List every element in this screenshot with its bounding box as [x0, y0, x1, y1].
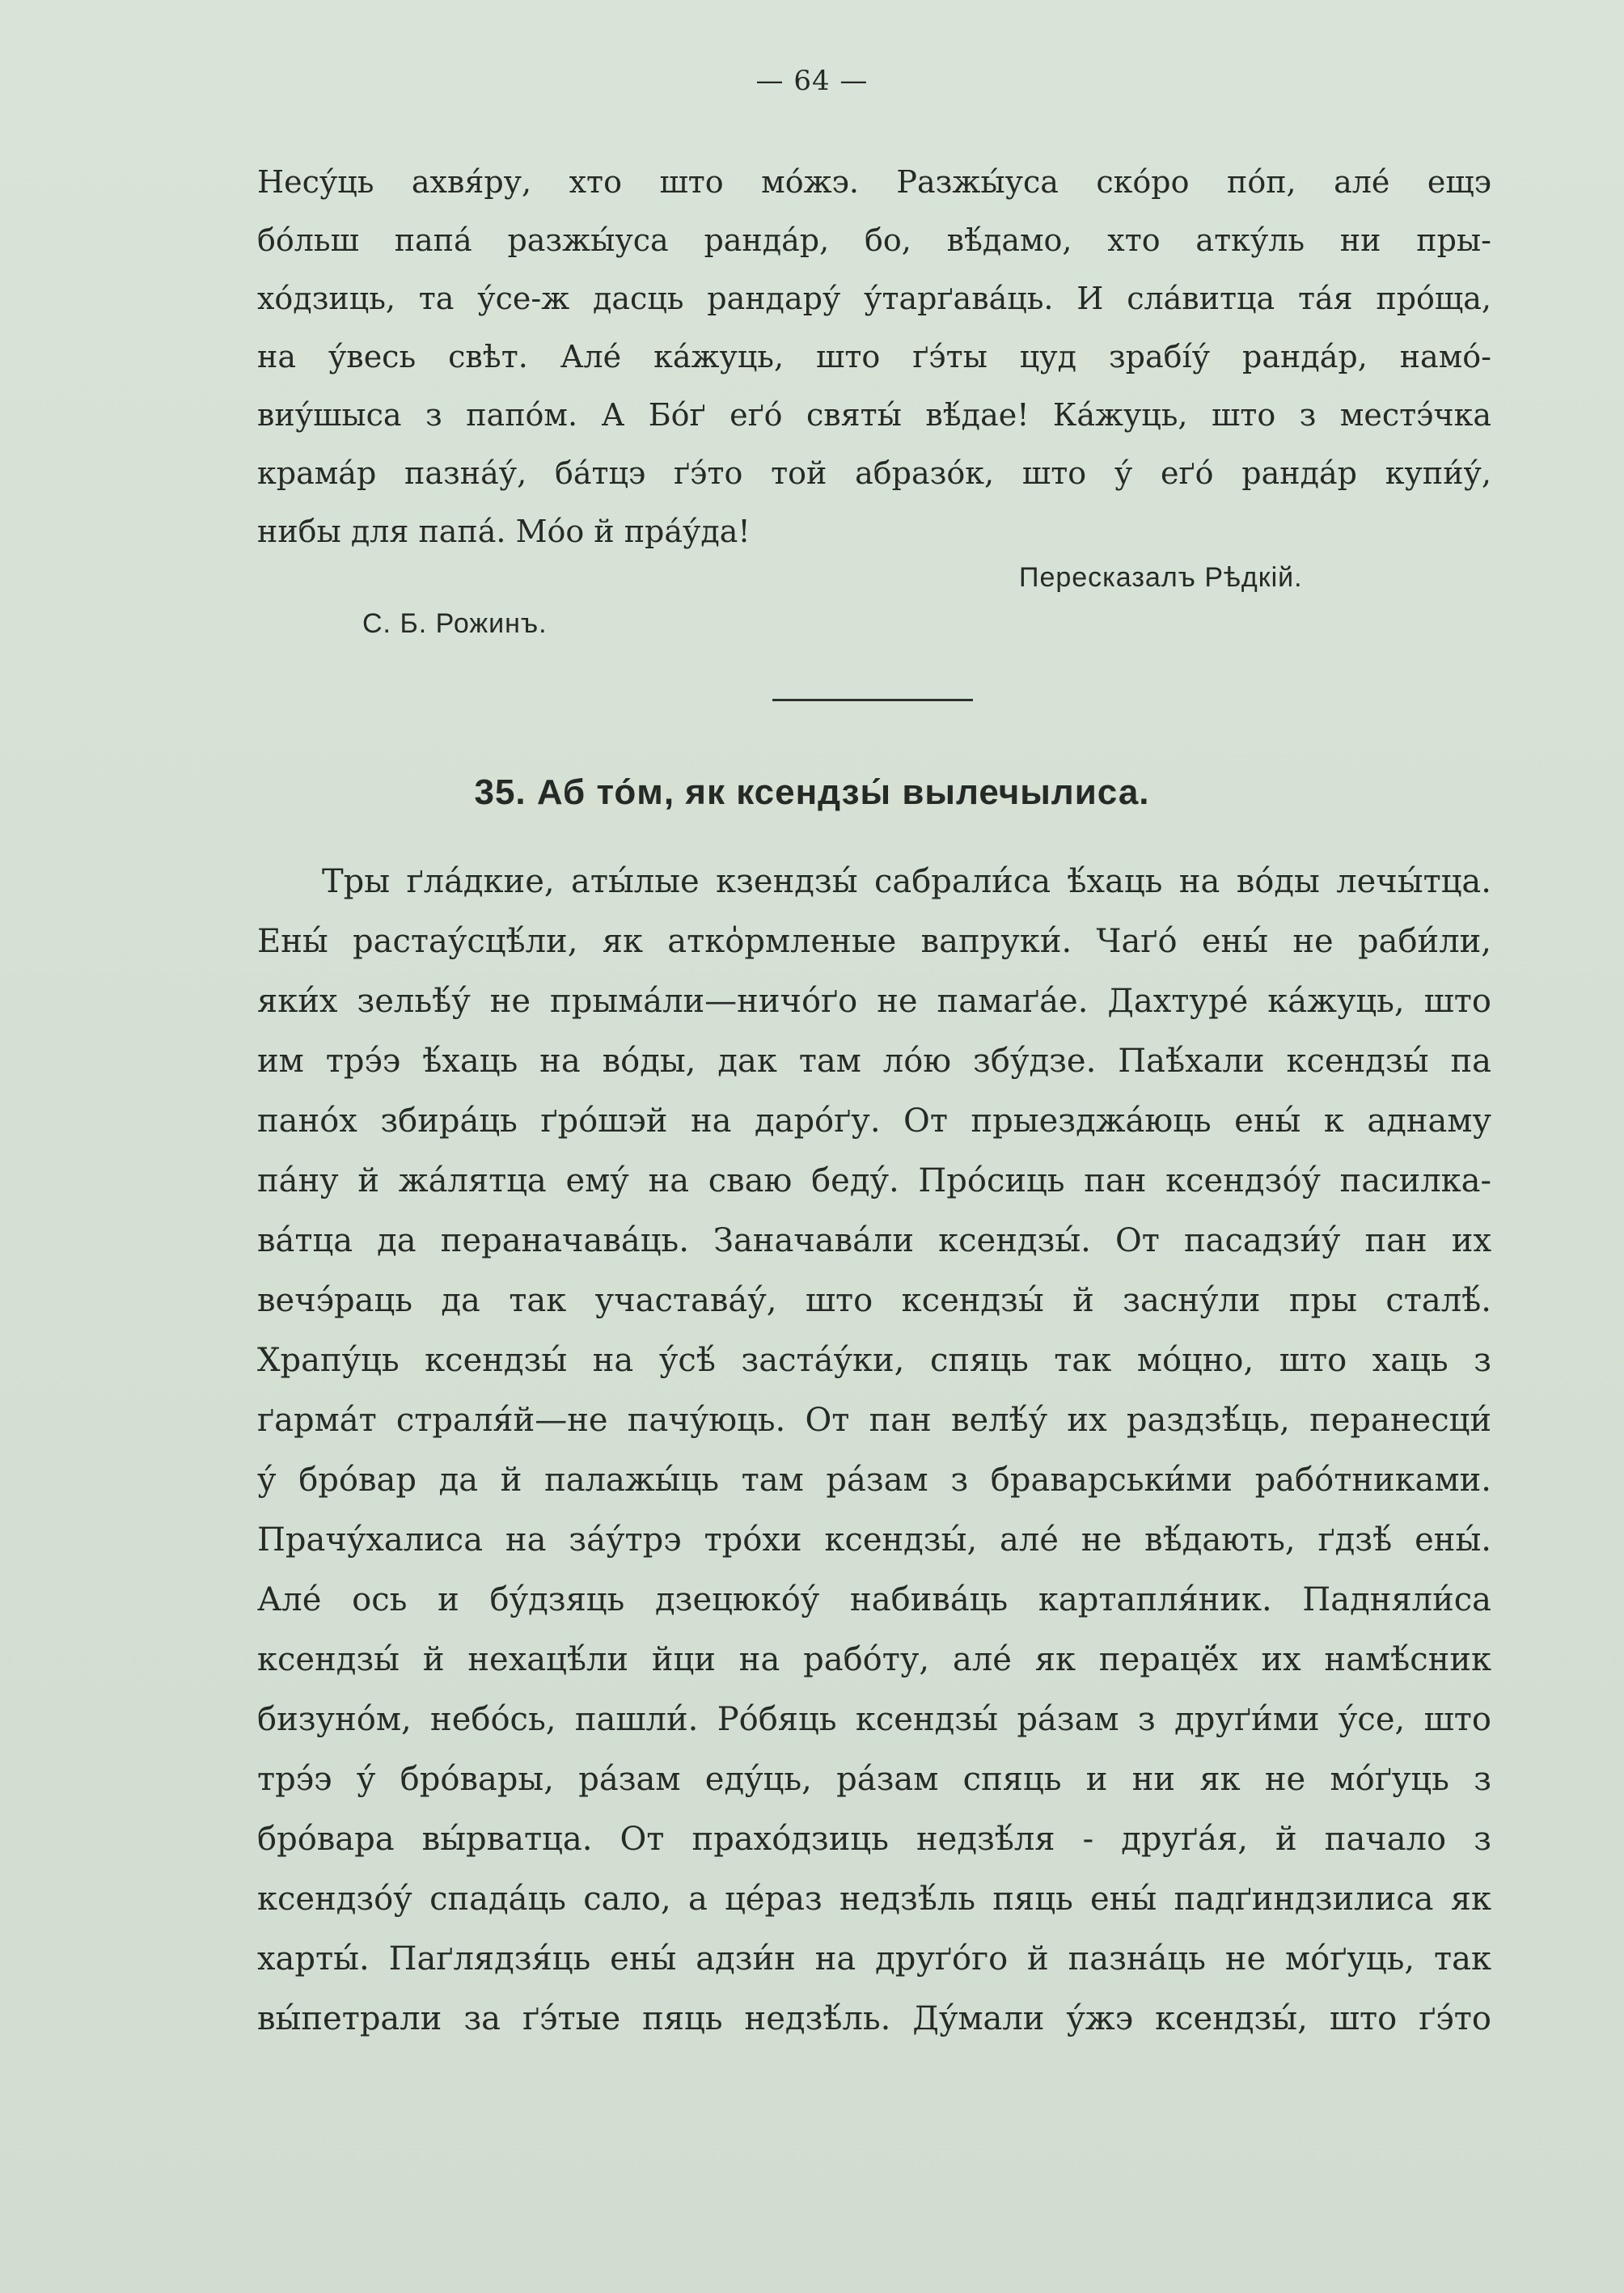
text-line: Прачу́халиса на за́у́трэ тро́хи ксендзы́, але́ не вѣ́дають, ґдзѣ́ ены́.: [257, 1521, 1491, 1559]
text-line: бро́вара вы́рватца. От прахо́дзиць недзѣ́ля - друґа́я, й пачало з: [257, 1821, 1491, 1858]
retold-by-attribution: Пересказалъ Рѣдкій.: [1019, 562, 1303, 593]
text-line: на у́весь свѣт. Але́ ка́жуць, што ґэ́ты цуд зрабі́у́ ранда́р, намо́-: [257, 339, 1491, 374]
text-line: харты́. Паґлядзя́ць ены́ адзи́н на друґо́го й пазна́ць не мо́ґуць, так: [257, 1940, 1491, 1978]
text-line: им трэ́э ѣ́хаць на во́ды, дак там ло́ю збу́дзе. Паѣ́хали ксендзы́ па: [257, 1043, 1491, 1080]
text-line: яки́х зельѣ́у́ не прыма́ли—ничо́ґо не памаґа́е. Дахтуре́ ка́жуць, што: [257, 983, 1491, 1020]
section-divider: [772, 699, 973, 701]
text-line: нибы для папа́. Мо́о й пра́у́да!: [257, 514, 751, 549]
text-line: Тры ґла́дкие, аты́лые кзендзы́ сабрали́са ѣ́хаць на во́ды лечы́тца.: [322, 863, 1491, 900]
text-line: бизуно́м, небо́сь, пашли́. Ро́бяць ксендзы́ ра́зам з друґи́ми у́се, што: [257, 1701, 1491, 1738]
text-line: па́ну й жа́лятца ему́ на сваю беду́. Про́сиць пан ксендзо́у́ пасилка-: [257, 1162, 1491, 1199]
text-line: ва́тца да пераначава́ць. Заначава́ли ксендзы́. От пасадзи́у́ пан их: [257, 1222, 1491, 1259]
text-line: у́ бро́вар да й палажы́ць там ра́зам з браварськи́ми рабо́тниками.: [257, 1462, 1491, 1499]
text-line: бо́льш папа́ разжы́уса ранда́р, бо, вѣ́дамо, хто атку́ль ни пры-: [257, 222, 1491, 258]
text-line: хо́дзиць, та у́се-ж дасць рандару́ у́тарґава́ць. И сла́витца та́я про́ща,: [257, 281, 1491, 316]
text-line: пано́х збира́ць ґро́шэй на даро́ґу. От прыезджа́юць ены́ к аднаму: [257, 1102, 1491, 1140]
text-line: вечэ́раць да так участава́у́, што ксендзы́ й засну́ли пры сталѣ́.: [257, 1282, 1491, 1319]
text-line: вы́петрали за ґэ́тые пяць недзѣ́ль. Ду́мали у́жэ ксендзы́, што ґэ́то: [257, 2000, 1491, 2037]
text-line: трэ́э у́ бро́вары, ра́зам еду́ць, ра́зам спяць и ни як не мо́ґуць з: [257, 1761, 1491, 1798]
text-line: крама́р пазна́у́, ба́тцэ ґэ́то той абразо́к, што у́ еґо́ ранда́р купи́у́,: [257, 455, 1491, 491]
text-line: Але́ ось и бу́дзяць дзецюко́у́ набива́ць картапля́ник. Падняли́са: [257, 1581, 1491, 1618]
text-line: ксендзы́ й нехацѣ́ли йци на рабо́ту, але́ як перацё́х их намѣ́сник: [257, 1641, 1491, 1678]
collector-name: С. Б. Рожинъ.: [362, 608, 548, 639]
text-line: виу́шыса з папо́м. А Бо́ґ еґо́ святы́ вѣ́дае! Ка́жуць, што з местэ́чка: [257, 397, 1491, 433]
text-line: ксендзо́у́ спада́ць сало, а це́раз недзѣ́ль пяць ены́ падґиндзилиса як: [257, 1881, 1491, 1918]
text-line: Несу́ць ахвя́ру, хто што мо́жэ. Разжы́уса ско́ро по́п, але́ ещэ: [257, 164, 1491, 200]
story-title: 35. Аб то́м, як ксендзы́ вылечылиса.: [474, 772, 1150, 812]
text-line: Ены́ растау́сцѣ́ли, як аткo̍рмленые вапруки́. Чаґо́ ены́ не раби́ли,: [257, 923, 1491, 960]
text-line: Храпу́ць ксендзы́ на у́сѣ́ заста́у́ки, спяць так мо́цно, што хаць з: [257, 1342, 1491, 1379]
text-line: ґарма́т страля́й—не пачу́юць. От пан велѣ́у́ их раздзѣ́ць, перанесци́: [257, 1402, 1491, 1439]
page-number: — 64 —: [755, 65, 869, 97]
